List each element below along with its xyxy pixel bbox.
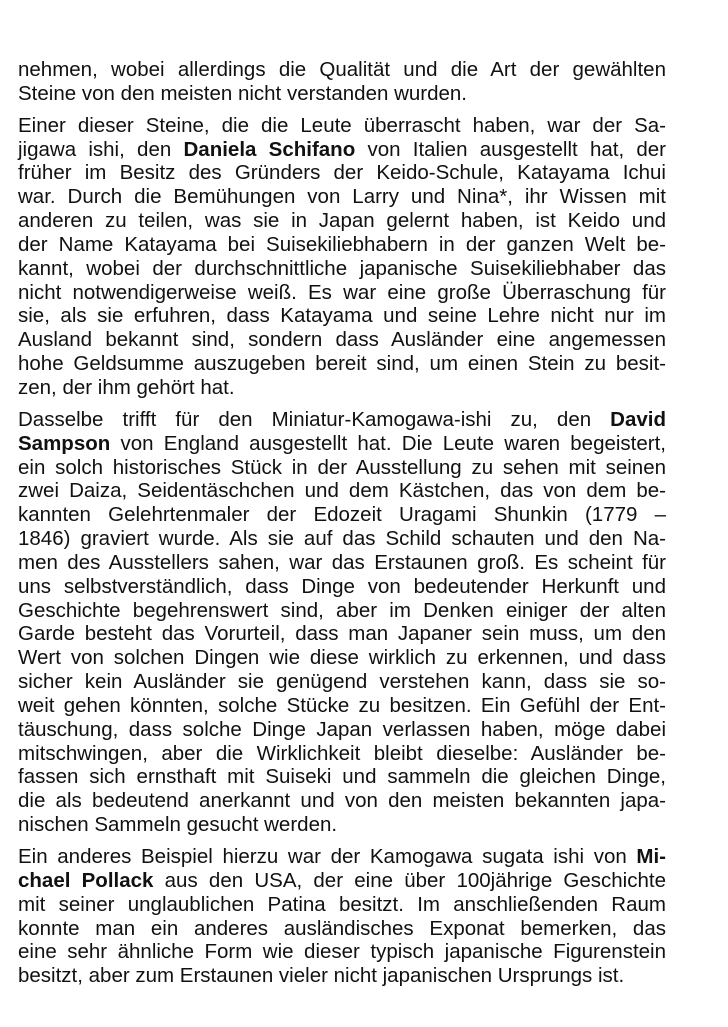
text-line bbox=[18, 718, 666, 742]
text-run: Steine von den meisten nicht verstanden wurden. bbox=[18, 81, 467, 105]
text-run: nischen Sammeln gesucht werden. bbox=[18, 813, 338, 837]
text-line bbox=[18, 527, 666, 551]
text-line bbox=[18, 185, 666, 209]
text-run: kannt, wobei der durchschnittliche japanische Suisekiliebhaber das bbox=[18, 256, 666, 280]
text-line bbox=[18, 328, 666, 352]
text-line bbox=[18, 765, 666, 789]
text-run: fassen sich ernsthaft mit Suiseki und sammeln die gleichen Dinge, bbox=[18, 765, 666, 789]
body-paragraph bbox=[18, 114, 666, 400]
text-line bbox=[18, 670, 666, 694]
paragraph-gap bbox=[18, 400, 666, 408]
text-run: hohe Geldsumme auszugeben bereit sind, um einen Stein zu besit- bbox=[18, 352, 666, 376]
text-run: sie, als sie erfuhren, dass Katayama und seine Lehre nicht nur im bbox=[18, 304, 666, 328]
text-line bbox=[18, 352, 666, 376]
text-line bbox=[18, 58, 666, 82]
text-run: nicht notwendigerweise weiß. Es war eine große Überraschung für bbox=[18, 280, 666, 304]
paragraph-gap bbox=[18, 837, 666, 845]
text-line bbox=[18, 432, 666, 456]
text-line bbox=[18, 917, 666, 941]
text-run: besitzt, aber zum Erstaunen vieler nicht japanischen Ursprungs ist. bbox=[18, 964, 625, 988]
text-line bbox=[18, 813, 666, 837]
text-run: von England ausgestellt hat. Die Leute waren begeistert, bbox=[110, 431, 666, 455]
text-line bbox=[18, 694, 666, 718]
text-line bbox=[18, 789, 666, 813]
body-paragraph bbox=[18, 845, 666, 988]
text-run: Einer dieser Steine, die die Leute überrascht haben, war der Sa- bbox=[18, 113, 666, 137]
text-line bbox=[18, 940, 666, 964]
text-run: Wert von solchen Dingen wie diese wirklich zu erkennen, und dass bbox=[18, 646, 666, 670]
text-run: war. Durch die Bemühungen von Larry und Nina*, ihr Wissen mit bbox=[18, 185, 666, 209]
text-run: eine sehr ähnliche Form wie dieser typisch japanische Figurenstein bbox=[18, 940, 666, 964]
text-run: sicher kein Ausländer sie genügend verstehen kann, dass sie so- bbox=[18, 670, 666, 694]
text-run: zen, der ihm gehört hat. bbox=[18, 375, 235, 399]
text-line bbox=[18, 503, 666, 527]
text-line bbox=[18, 161, 666, 185]
body-paragraph bbox=[18, 58, 666, 106]
text-line bbox=[18, 408, 666, 432]
bold-name: chael Pollack bbox=[18, 868, 154, 892]
text-line bbox=[18, 257, 666, 281]
text-line bbox=[18, 209, 666, 233]
text-line bbox=[18, 893, 666, 917]
text-run: Dasselbe trifft für den Miniatur-Kamogawa-ishi zu, den bbox=[18, 407, 611, 431]
text-line bbox=[18, 376, 666, 400]
text-run: Garde besteht das Vorurteil, dass man Japaner sein muss, um den bbox=[18, 622, 666, 646]
text-run: der Name Katayama bei Suisekiliebhabern in der ganzen Welt be- bbox=[18, 232, 666, 256]
bold-name: David bbox=[610, 407, 666, 431]
text-line bbox=[18, 575, 666, 599]
text-line bbox=[18, 869, 666, 893]
text-line bbox=[18, 551, 666, 575]
text-run: zwei Daiza, Seidentäschchen und dem Kästchen, das von dem be- bbox=[18, 479, 666, 503]
text-run: ein solch historisches Stück in der Ausstellung zu sehen mit seinen bbox=[18, 455, 666, 479]
text-run: weit gehen könnten, solche Stücke zu besitzen. Ein Gefühl der Ent- bbox=[18, 693, 666, 717]
body-paragraph bbox=[18, 408, 666, 837]
text-run: uns selbstverständlich, dass Dinge von bedeutender Herkunft und bbox=[18, 574, 666, 598]
text-run: konnte man ein anderes ausländisches Exponat bemerken, das bbox=[18, 916, 666, 940]
text-run: täuschung, dass solche Dinge Japan verlassen haben, möge dabei bbox=[18, 717, 666, 741]
text-line bbox=[18, 742, 666, 766]
text-line bbox=[18, 114, 666, 138]
text-run: mitschwingen, aber die Wirklichkeit bleibt dieselbe: Ausländer be- bbox=[18, 741, 666, 765]
text-line bbox=[18, 964, 666, 988]
text-run: kannten Gelehrtenmaler der Edozeit Uragami Shunkin (1779 – bbox=[18, 503, 666, 527]
text-run: jigawa ishi, den bbox=[18, 137, 184, 161]
text-line bbox=[18, 599, 666, 623]
text-line bbox=[18, 456, 666, 480]
text-line bbox=[18, 138, 666, 162]
document-page bbox=[18, 58, 666, 988]
paragraph-gap bbox=[18, 106, 666, 114]
text-line bbox=[18, 479, 666, 503]
text-line bbox=[18, 622, 666, 646]
text-line bbox=[18, 845, 666, 869]
text-run: Geschichte begehrenswert sind, aber im Denken einiger der alten bbox=[18, 598, 666, 622]
text-run: früher im Besitz des Gründers der Keido-Schule, Katayama Ichui bbox=[18, 161, 666, 185]
text-run: die als bedeutend anerkannt und von den meisten bekannten japa- bbox=[18, 789, 666, 813]
text-run: Ausland bekannt sind, sondern dass Ausländer eine angemessen bbox=[18, 328, 666, 352]
bold-name: Daniela Schifano bbox=[183, 137, 356, 161]
text-run: von Italien ausgestellt hat, der bbox=[355, 137, 667, 161]
bold-name: Sampson bbox=[18, 431, 111, 455]
text-line bbox=[18, 82, 666, 106]
text-run: nehmen, wobei allerdings die Qualität und die Art der gewählten bbox=[18, 58, 666, 81]
text-line bbox=[18, 304, 666, 328]
text-line bbox=[18, 281, 666, 305]
text-run: Ein anderes Beispiel hierzu war der Kamogawa sugata ishi von bbox=[18, 845, 637, 868]
text-run: aus den USA, der eine über 100jährige Geschichte bbox=[153, 868, 666, 892]
bold-name: Mi- bbox=[636, 845, 666, 868]
text-run: men des Ausstellers sahen, war das Erstaunen groß. Es scheint für bbox=[18, 550, 666, 574]
text-line bbox=[18, 233, 666, 257]
text-run: mit seiner unglaublichen Patina besitzt. Im anschließenden Raum bbox=[18, 892, 666, 916]
text-run: 1846) graviert wurde. Als sie auf das Schild schauten und den Na- bbox=[18, 527, 666, 551]
text-line bbox=[18, 646, 666, 670]
text-run: anderen zu teilen, was sie in Japan gelernt haben, ist Keido und bbox=[18, 209, 666, 233]
